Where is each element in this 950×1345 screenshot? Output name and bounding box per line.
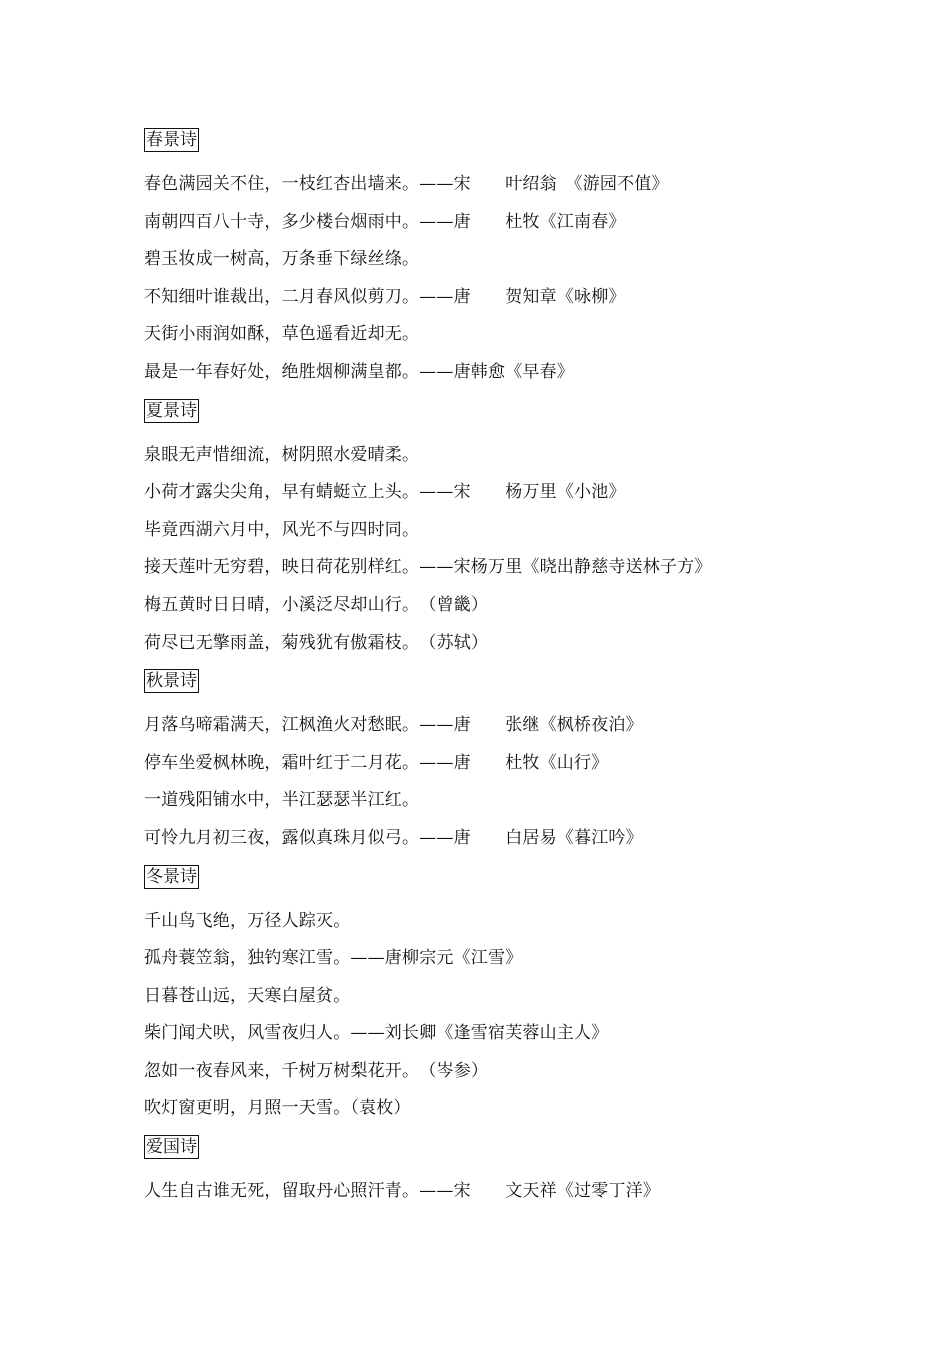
- poem-line: 可怜九月初三夜，露似真珠月似弓。——唐 白居易《暮江吟》: [144, 827, 643, 848]
- poem-line: 一道残阳铺水中，半江瑟瑟半江红。: [144, 790, 420, 811]
- poem-line: 春色满园关不住，一枝红杏出墙来。——宋 叶绍翁 《游园不值》: [144, 174, 669, 194]
- section-summer: [144, 399, 904, 670]
- section-autumn: [144, 669, 904, 864]
- poem-line: 千山鸟飞绝，万径人踪灭。: [144, 910, 351, 931]
- poem-line: 最是一年春好处，绝胜烟柳满皇都。——唐韩愈《早春》: [144, 361, 574, 382]
- section-patriotic: [144, 1135, 904, 1218]
- poem-line: 忽如一夜春风来，千树万树梨花开。 （岑参）: [144, 1060, 489, 1081]
- poem-line: 梅五黄时日日晴，小溪泛尽却山行。 （曾畿）: [144, 594, 489, 615]
- poem-lines: [144, 910, 904, 1136]
- section-heading: 冬景诗: [146, 866, 197, 887]
- section-heading: 春景诗: [146, 130, 197, 150]
- poem-lines: [144, 173, 904, 399]
- section-spring: [144, 128, 904, 399]
- poem-line: 不知细叶谁裁出，二月春风似剪刀。——唐 贺知章《咏柳》: [144, 286, 626, 307]
- poem-line: 月落乌啼霜满天，江枫渔火对愁眠。——唐 张继《枫桥夜泊》: [144, 715, 643, 736]
- poem-line: 南朝四百八十寺，多少楼台烟雨中。——唐 杜牧《江南春》: [144, 211, 626, 232]
- section-heading: 爱国诗: [146, 1137, 197, 1158]
- poem-line: 柴门闻犬吠，风雪夜归人。——刘长卿《逢雪宿芙蓉山主人》: [144, 1023, 609, 1044]
- poem-line: 人生自古谁无死，留取丹心照汗青。——宋 文天祥《过零丁洋》: [144, 1181, 660, 1202]
- poem-lines: [144, 1180, 904, 1218]
- section-winter: [144, 865, 904, 1136]
- poem-line: 接天莲叶无穷碧，映日荷花别样红。——宋杨万里《晓出静慈寺送林子方》: [144, 557, 712, 578]
- section-heading: 夏景诗: [146, 400, 197, 421]
- poem-line: 毕竟西湖六月中，风光不与四时同。: [144, 519, 420, 540]
- poem-list: [144, 128, 904, 1218]
- poem-line: 荷尽已无擎雨盖，菊残犹有傲霜枝。 （苏轼）: [144, 632, 489, 653]
- poem-line: 泉眼无声惜细流，树阴照水爱晴柔。: [144, 444, 420, 465]
- poem-lines: [144, 714, 904, 864]
- poem-line: 吹灯窗更明，月照一天雪。（袁枚）: [144, 1098, 411, 1119]
- poem-lines: [144, 444, 904, 670]
- poem-line: 停车坐爱枫林晚，霜叶红于二月花。——唐 杜牧《山行》: [144, 752, 609, 773]
- poem-line: 天街小雨润如酥，草色遥看近却无。: [144, 324, 420, 345]
- poem-line: 小荷才露尖尖角，早有蜻蜓立上头。——宋 杨万里《小池》: [144, 482, 626, 503]
- poem-line: 碧玉妆成一树高，万条垂下绿丝绦。: [144, 249, 420, 270]
- poem-line: 日暮苍山远，天寒白屋贫。: [144, 985, 351, 1006]
- section-heading: 秋景诗: [146, 671, 197, 692]
- poem-line: 孤舟蓑笠翁，独钓寒江雪。——唐柳宗元《江雪》: [144, 948, 523, 969]
